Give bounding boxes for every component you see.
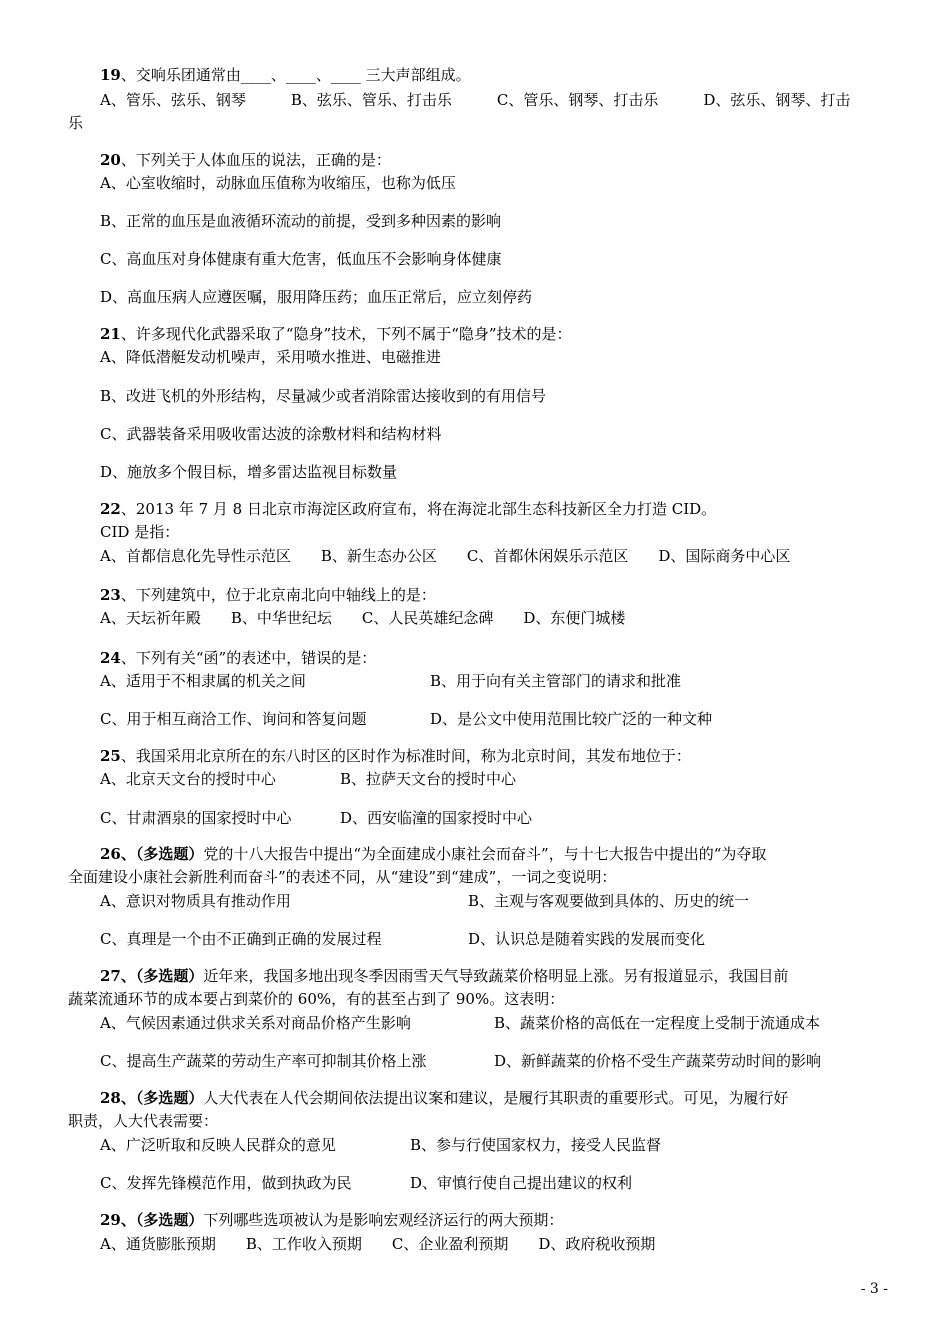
question-27-option-d: D、新鲜蔬菜的价格不受生产蔬菜劳动时间的影响 (494, 1052, 822, 1070)
question-text: 党的十八大报告中提出“为全面建成小康社会而奋斗”，与十七大报告中提出的“为夺取 (203, 845, 767, 863)
question-text: 近年来，我国多地出现冬季因雨雪天气导致蔬菜价格明显上涨。另有报道显示，我国目前 (203, 967, 789, 985)
question-number: 27 (100, 967, 121, 985)
question-number: 26 (100, 845, 121, 863)
question-22-stem-line-2: CID 是指： (100, 523, 180, 541)
question-26-stem (100, 844, 766, 864)
question-28-option-c: C、发挥先锋模范作用，做到执政为民 (100, 1174, 352, 1192)
question-21-option-a: A、降低潜艇发动机噪声，采用喷水推进、电磁推进 (100, 348, 441, 366)
question-text: 、下列有关“函”的表述中，错误的是： (120, 649, 377, 667)
multi-choice-tag: 、（多选题） (120, 1211, 204, 1229)
question-20-stem (100, 150, 391, 170)
question-25-stem (100, 746, 691, 766)
question-text: 、下列建筑中，位于北京南北向中轴线上的是： (120, 586, 436, 604)
question-25-option-b: B、拉萨天文台的授时中心 (340, 770, 517, 788)
question-27-option-a: A、气候因素通过供求关系对商品价格产生影响 (100, 1014, 411, 1032)
question-number: 19 (100, 66, 121, 84)
question-24-option-d: D、是公文中使用范围比较广泛的一种文种 (430, 710, 713, 728)
question-text: 、许多现代化武器采取了“隐身”技术，下列不属于“隐身”技术的是： (120, 325, 572, 343)
question-21-option-c: C、武器装备采用吸收雷达波的涂敷材料和结构材料 (100, 425, 442, 443)
question-text: 下列哪些选项被认为是影响宏观经济运行的两大预期： (203, 1211, 564, 1229)
question-27-option-c: C、提高生产蔬菜的劳动生产率可抑制其价格上涨 (100, 1052, 427, 1070)
question-number: 21 (100, 325, 121, 343)
question-number: 25 (100, 747, 121, 765)
question-text: 、下列关于人体血压的说法，正确的是： (120, 151, 391, 169)
question-23-stem (100, 585, 436, 605)
question-number: 23 (100, 586, 121, 604)
question-text: 人大代表在人代会期间依法提出议案和建议，是履行其职责的重要形式。可见，为履行好 (203, 1089, 789, 1107)
question-28-stem-line-2: 职责，人大代表需要： (68, 1112, 219, 1130)
question-24-option-c: C、用于相互商洽工作、询问和答复问题 (100, 710, 367, 728)
multi-choice-tag: 、（多选题） (120, 967, 204, 985)
question-19-options-wrap: 乐 (68, 114, 84, 132)
question-24-option-b: B、用于向有关主管部门的请求和批准 (430, 672, 682, 690)
question-25-option-d: D、西安临潼的国家授时中心 (340, 809, 533, 827)
question-text: 、交响乐团通常由____、____、____ 三大声部组成。 (120, 66, 471, 84)
question-23-options: A、天坛祈年殿 B、中华世纪坛 C、人民英雄纪念碑 D、东便门城楼 (100, 609, 626, 627)
question-26-option-b: B、主观与客观要做到具体的、历史的统一 (468, 892, 750, 910)
question-21-option-b: B、改进飞机的外形结构，尽量减少或者消除雷达接收到的有用信号 (100, 387, 547, 405)
question-20-option-b: B、正常的血压是血液循环流动的前提，受到多种因素的影响 (100, 212, 502, 230)
question-20-option-c: C、高血压对身体健康有重大危害，低血压不会影响身体健康 (100, 250, 502, 268)
question-text: 、我国采用北京所在的东八时区的区时作为标准时间，称为北京时间，其发布地位于： (120, 747, 691, 765)
question-26-stem-line-2: 全面建设小康社会新胜利而奋斗”的表述不同，从“建设”到“建成”，一词之变说明： (68, 868, 617, 886)
question-number: 20 (100, 151, 121, 169)
question-number: 29 (100, 1211, 121, 1229)
question-25-option-a: A、北京天文台的授时中心 (100, 770, 276, 788)
question-26-option-c: C、真理是一个由不正确到正确的发展过程 (100, 930, 382, 948)
question-28-stem (100, 1088, 788, 1108)
question-24-stem (100, 648, 376, 668)
question-27-stem (100, 966, 788, 986)
question-21-option-d: D、施放多个假目标，增多雷达监视目标数量 (100, 463, 398, 481)
question-28-option-a: A、广泛听取和反映人民群众的意见 (100, 1136, 336, 1154)
question-text: 、2013 年 7 月 8 日北京市海淀区政府宣布，将在海淀北部生态科技新区全力打造 CID。 (120, 500, 717, 518)
question-22-options: A、首都信息化先导性示范区 B、新生态办公区 C、首都休闲娱乐示范区 D、国际商务中心区 (100, 547, 791, 565)
question-25-option-c: C、甘肃酒泉的国家授时中心 (100, 809, 292, 827)
question-21-stem (100, 324, 572, 344)
question-29-stem (100, 1210, 563, 1230)
question-20-option-a: A、心室收缩时，动脉血压值称为收缩压，也称为低压 (100, 174, 456, 192)
multi-choice-tag: 、（多选题） (120, 1089, 204, 1107)
question-26-option-d: D、认识总是随着实践的发展而变化 (468, 930, 706, 948)
question-19-options: A、管乐、弦乐、钢琴 B、弦乐、管乐、打击乐 C、管乐、钢琴、打击乐 D、弦乐、钢琴、打击 (100, 91, 851, 109)
question-26-option-a: A、意识对物质具有推动作用 (100, 892, 291, 910)
question-number: 22 (100, 500, 121, 518)
multi-choice-tag: 、（多选题） (120, 845, 204, 863)
question-29-options: A、通货膨胀预期 B、工作收入预期 C、企业盈利预期 D、政府税收预期 (100, 1235, 656, 1253)
question-number: 28 (100, 1089, 121, 1107)
question-28-option-b: B、参与行使国家权力，接受人民监督 (410, 1136, 662, 1154)
question-19-stem (100, 65, 471, 85)
question-22-stem (100, 499, 716, 519)
page-number: - 3 - (860, 1281, 888, 1297)
question-20-option-d: D、高血压病人应遵医嘱，服用降压药；血压正常后，应立刻停药 (100, 288, 533, 306)
question-24-option-a: A、适用于不相隶属的机关之间 (100, 672, 306, 690)
question-27-stem-line-2: 蔬菜流通环节的成本要占到菜价的 60%，有的甚至占到了 90%。这表明： (68, 990, 565, 1008)
question-28-option-d: D、审慎行使自己提出建议的权利 (410, 1174, 633, 1192)
question-27-option-b: B、蔬菜价格的高低在一定程度上受制于流通成本 (494, 1014, 821, 1032)
question-number: 24 (100, 649, 121, 667)
